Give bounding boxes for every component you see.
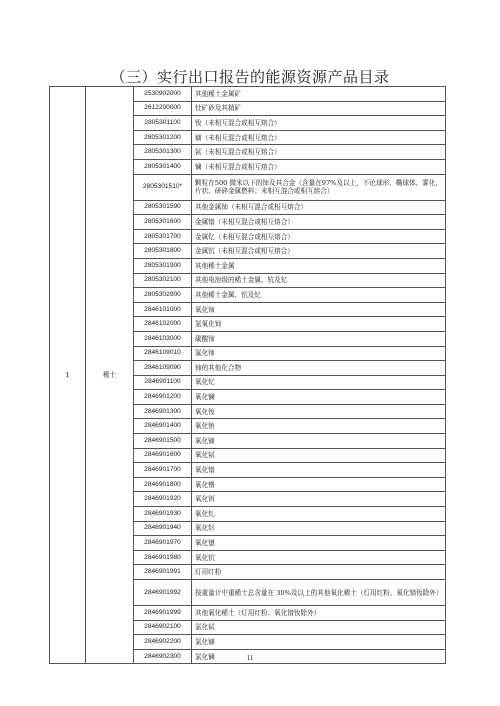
product-name-cell: 其他金属铈（未相互混合或相互熔合） [192,200,446,215]
product-name-cell: 氧化铈 [192,302,446,317]
hs-code-cell: 2846902300 [134,649,192,664]
hs-code-cell: 2846902200 [134,635,192,650]
hs-code-cell: 2846109090 [134,361,192,376]
product-name-cell: 氧化钕 [192,404,446,419]
hs-code-cell: 2846901920 [134,492,192,507]
row-number-cell: 1 [50,87,86,664]
product-name-cell: 金属钪（未相互混合或相互熔合） [192,244,446,259]
table-row [50,87,446,102]
hs-code-cell: 2846901970 [134,536,192,551]
hs-code-cell: 2805301400 [134,159,192,174]
product-name-cell: 氧化镱 [192,536,446,551]
product-name-cell: 氧化镨 [192,463,446,478]
product-name-cell: 镝（未相互混合或相互熔合） [192,130,446,145]
product-name-cell: 氧化铒 [192,492,446,507]
hs-code-cell: 2846901980 [134,550,192,565]
hs-code-cell: 2846901100 [134,375,192,390]
hs-code-cell: 2846101000 [134,302,192,317]
product-name-cell: 其他稀土金属、钪及钇 [192,288,446,303]
hs-code-cell: 2846901400 [134,419,192,434]
category-cell: 稀土 [86,87,134,664]
hs-code-cell: 2846102000 [134,317,192,332]
product-name-cell: 氧化镝 [192,434,446,449]
product-name-cell: 氧化铕 [192,419,446,434]
hs-code-cell: 2846901940 [134,521,192,536]
hs-code-cell: 2846103000 [134,331,192,346]
hs-code-cell: 2846901930 [134,507,192,522]
hs-code-cell: 2805301200 [134,130,192,145]
product-name-cell: 氧化铽 [192,448,446,463]
product-name-cell: 钍矿砂及其精矿 [192,101,446,116]
product-name-cell: 镧（未相互混合或相互熔合） [192,159,446,174]
catalog-body [50,87,446,664]
product-name-cell: 氧化钐 [192,521,446,536]
hs-code-cell: 2805301900 [134,258,192,273]
hs-code-cell: 2805301100 [134,116,192,131]
hs-code-cell: 2846901992 [134,580,192,606]
product-name-cell: 氯化铽 [192,620,446,635]
product-name-cell: 金属镨（未相互混合或相互熔合） [192,215,446,230]
product-name-cell: 氢氧化铈 [192,317,446,332]
product-name-cell: 金属钇（未相互混合或相互熔合） [192,229,446,244]
hs-code-cell: 2805301510* [134,174,192,200]
product-name-cell: 钕（未相互混合或相互熔合） [192,116,446,131]
product-name-cell: 其他电池级的稀土金属、钪及钇 [192,273,446,288]
product-name-cell: 其他氧化稀土（灯用红粉、氧化镨钕除外） [192,606,446,621]
product-name-cell: 氟化铈 [192,346,446,361]
hs-code-cell: 2805301800 [134,244,192,259]
product-name-cell: 灯用红粉 [192,565,446,580]
hs-code-cell: 2612200000 [134,101,192,116]
product-name-cell: 氯化镝 [192,635,446,650]
product-name-cell: 氧化钇 [192,375,446,390]
product-name-cell: 氧化钆 [192,507,446,522]
product-name-cell: 氧化钪 [192,550,446,565]
product-catalog-table [49,86,446,664]
hs-code-cell: 2530902000 [134,87,192,102]
page-number: 11 [246,654,254,662]
hs-code-cell: 2846901200 [134,390,192,405]
hs-code-cell: 2805302900 [134,288,192,303]
product-name-cell: 碳酸铈 [192,331,446,346]
hs-code-cell: 2805301590 [134,200,192,215]
product-name-cell: 颗粒在500 微米以下的铈及其合金（含量在97%及以上，不论球形、椭球体、雾化、片状、研碎金属燃料；未相互混合或相互熔合） [192,174,446,200]
hs-code-cell: 2846901300 [134,404,192,419]
product-name-cell: 氧化镧 [192,390,446,405]
hs-code-cell: 2846109010 [134,346,192,361]
hs-code-cell: 2846901500 [134,434,192,449]
hs-code-cell: 2805302100 [134,273,192,288]
hs-code-cell: 2805301300 [134,145,192,160]
hs-code-cell: 2846901700 [134,463,192,478]
product-name-cell: 氯化镧 [192,649,446,664]
product-name-cell: 按重量计中重稀土总含量在 30%及以上的其他氧化稀土（灯用红粉、氧化镨钕除外） [192,580,446,606]
product-name-cell: 氧化镥 [192,477,446,492]
hs-code-cell: 2846901999 [134,606,192,621]
hs-code-cell: 2846901600 [134,448,192,463]
hs-code-cell: 2846901800 [134,477,192,492]
page-title: （三）实行出口报告的能源资源产品目录 [110,68,390,86]
product-name-cell: 铈的其他化合物 [192,361,446,376]
product-name-cell: 其他稀土金属矿 [192,87,446,102]
hs-code-cell: 2846902100 [134,620,192,635]
hs-code-cell: 2805301600 [134,215,192,230]
hs-code-cell: 2846901991 [134,565,192,580]
product-name-cell: 其他稀土金属 [192,258,446,273]
hs-code-cell: 2805301700 [134,229,192,244]
product-name-cell: 铽（未相互混合或相互熔合） [192,145,446,160]
